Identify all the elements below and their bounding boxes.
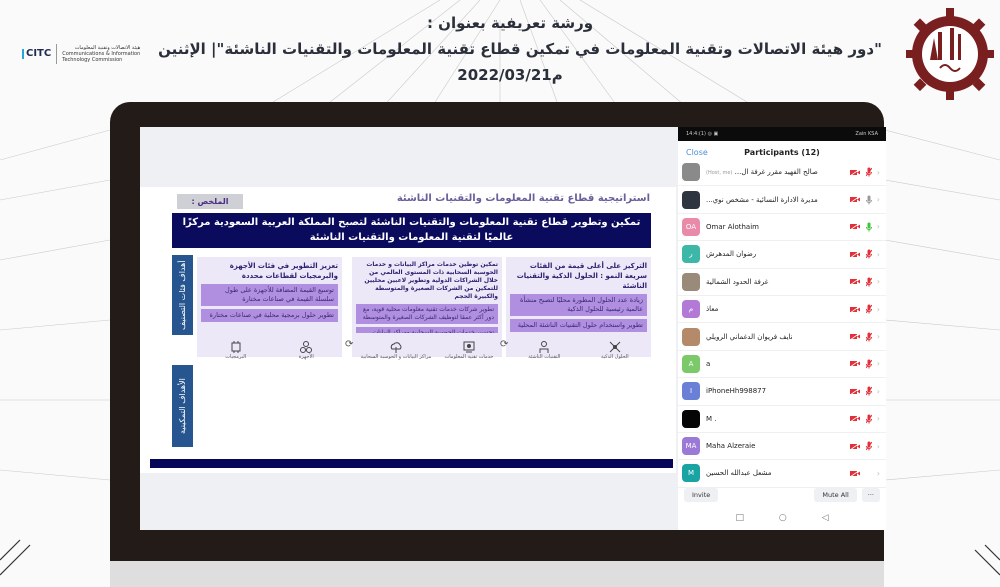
video-off-icon: [850, 415, 860, 422]
citc-text-en2: Technology Commission: [62, 57, 123, 63]
cycle-arrows-icon: ⟳: [500, 339, 509, 350]
strategy-column-smart-solutions: [506, 257, 651, 333]
home-icon[interactable]: ○: [778, 513, 787, 523]
avatar: A: [682, 355, 700, 373]
participant-name: مشعل عبدالله الحسين: [706, 469, 772, 478]
column-item: زيادة عدد الحلول المطورة محليًا لتصبح منشأة عالمية رئيسية للحلول الذكية: [510, 294, 647, 316]
video-off-icon: [850, 196, 860, 203]
mic-muted-icon: [866, 414, 872, 424]
participant-row[interactable]: [678, 323, 886, 350]
participant-row[interactable]: [678, 351, 886, 378]
zoom-meeting-screen: [140, 127, 886, 530]
citc-text-en1: Communications & Information: [62, 51, 141, 57]
participant-row[interactable]: [678, 214, 886, 241]
mic-muted-icon: [866, 249, 872, 259]
avatar: [682, 191, 700, 209]
video-off-icon: [850, 333, 860, 340]
invite-button[interactable]: Invite: [684, 488, 718, 502]
software-icon: [225, 340, 246, 360]
avatar: MA: [682, 437, 700, 455]
avatar: [682, 410, 700, 428]
slide-title: استراتيجية قطاع تقنية المعلومات والتقنيات الناشئة: [396, 193, 650, 204]
participant-name: معاذ: [706, 305, 719, 314]
avatar: I: [682, 382, 700, 400]
close-button[interactable]: Close: [686, 147, 708, 157]
more-options-button[interactable]: ···: [862, 488, 880, 502]
participant-name: M .: [706, 414, 717, 423]
workshop-date: 2022/03/21م: [457, 66, 563, 84]
chevron-right-icon[interactable]: ›: [876, 167, 880, 177]
participant-row[interactable]: [678, 296, 886, 323]
participant-row[interactable]: [678, 269, 886, 296]
column-heading: تعزيز التطوير في فئات الأجهزة والبرمجيات لقطاعات محددة: [229, 262, 338, 280]
slide-footer-bar: [150, 459, 673, 468]
it-services-icon: [445, 340, 494, 360]
avatar: م: [682, 300, 700, 318]
carrier-label: Zain KSA: [855, 131, 878, 137]
chevron-right-icon[interactable]: ›: [876, 441, 880, 451]
icon-row-cloud: [352, 333, 502, 360]
video-off-icon: [850, 360, 860, 367]
participant-name: iPhoneHh998877: [706, 387, 767, 396]
back-icon[interactable]: ◁: [821, 513, 829, 523]
chevron-right-icon[interactable]: ›: [876, 386, 880, 396]
laptop-base: [110, 561, 884, 587]
icon-label: الحلول الذكية: [600, 354, 629, 360]
avatar: [682, 163, 700, 181]
video-off-icon: [850, 278, 860, 285]
strategy-column-cloud: [352, 257, 502, 333]
participant-row[interactable]: [678, 433, 886, 460]
video-off-icon: [850, 223, 860, 230]
workshop-header: [0, 0, 1000, 100]
phone-status-bar: [678, 127, 886, 141]
icon-label: التقنيات الناشئة: [528, 354, 561, 360]
icon-row-hardware: [197, 333, 342, 360]
column-item: توسيع القيمة المضافة للأجهزة على طول سلسلة القيمة في صناعات مختارة: [201, 284, 338, 306]
cycle-arrows-icon: ⟳: [345, 339, 354, 350]
category-goals-tab: أهداف فئات التصنيف: [172, 255, 193, 335]
chevron-right-icon[interactable]: ›: [876, 359, 880, 369]
participants-footer: [678, 485, 886, 505]
mic-muted-icon: [866, 304, 872, 314]
participant-row[interactable]: [678, 378, 886, 405]
icon-label: البرمجيات: [225, 354, 247, 360]
mic-muted-icon: [866, 386, 872, 396]
citc-text-ar: هيئة الاتصالات وتقنية المعلومات: [74, 45, 141, 51]
hardware-icon: [299, 340, 314, 360]
participants-panel: [678, 127, 886, 530]
column-item: تطوير واستخدام حلول التقنيات الناشئة المحلية: [510, 319, 647, 332]
participant-name: رضوان المدهرش: [706, 250, 757, 259]
chevron-right-icon[interactable]: ›: [876, 195, 880, 205]
mic-muted-icon: [866, 332, 872, 342]
shared-slide: [140, 187, 676, 473]
participant-row[interactable]: [678, 241, 886, 268]
participant-row[interactable]: [678, 406, 886, 433]
enabling-goals-tab: الأهداف التمكينية: [172, 365, 193, 447]
video-off-icon: [850, 443, 860, 450]
chevron-right-icon[interactable]: ›: [876, 249, 880, 259]
participant-name: Maha Alzeraie: [706, 442, 756, 451]
column-heading: تمكين توطين خدمات مراكز البيانات و خدمات الحوسبة السحابية ذات المستوى العالمي من خلال الشراكات الدولية وتطوير لاعبين محليين للتمكين من الشركات الصغيرة والمتوسطة والكبيرة الحجم: [364, 261, 498, 300]
participant-row[interactable]: [678, 460, 886, 487]
video-off-icon: [850, 388, 860, 395]
mic-muted-icon: [866, 441, 872, 451]
status-left: ‎14:4:(1) ◎ ▣: [686, 131, 719, 137]
participant-name: نايف فريوان الدغماني الرويلي: [706, 332, 793, 341]
participants-title: Participants (12): [744, 147, 820, 157]
citc-mark: CITC: [22, 49, 51, 59]
chevron-right-icon[interactable]: ›: [876, 414, 880, 424]
citc-text: [62, 45, 140, 63]
participant-name: غرفة الحدود الشمالية: [706, 277, 769, 286]
mic-muted-icon: [866, 359, 872, 369]
recent-apps-icon[interactable]: □: [735, 513, 744, 523]
column-item: تطوير شركات خدمات تقنية معلومات محلية قوية، مع دور أكثر عمقا لتوظيف الشركات الصغيرة والمتوسطة: [356, 304, 498, 324]
workshop-title: "دور هيئة الاتصالات وتقنية المعلومات في تمكين قطاع تقنية المعلومات والتقنيات الناشئة"| الإثنين: [158, 40, 882, 58]
participants-list[interactable]: [678, 159, 886, 488]
participant-row[interactable]: [678, 159, 886, 186]
mic-muted-icon: [866, 277, 872, 287]
participant-name: Omar Alothaim: [706, 222, 759, 231]
avatar: OA: [682, 218, 700, 236]
chevron-right-icon[interactable]: ›: [876, 304, 880, 314]
participant-name: a: [706, 359, 711, 368]
mic-icon: [866, 195, 872, 205]
chevron-right-icon[interactable]: ›: [876, 468, 880, 478]
icon-label: الأجهزة: [298, 354, 314, 360]
summary-tag: الملخص :: [177, 194, 243, 209]
citc-logo: [22, 44, 140, 64]
smart-solutions-icon: [601, 340, 629, 360]
participant-name: صالح الفهيد مقرر غرفة ال... (Host, me): [706, 168, 818, 177]
chevron-right-icon[interactable]: ›: [876, 222, 880, 232]
avatar: [682, 328, 700, 346]
android-nav-bar: [678, 508, 886, 528]
column-heading: التركيز على أعلى قيمة من الفئات سريعة النمو : الحلول الذكية والتقنيات الناشئة: [516, 262, 647, 290]
mute-all-button[interactable]: Mute All: [814, 488, 856, 502]
cloud-datacenter-icon: [361, 340, 432, 360]
participant-name: مديرة الادارة النسائية - مشخص نوي...: [706, 195, 818, 204]
icon-row-smart: [506, 333, 651, 360]
vision-banner: تمكين وتطوير قطاع تقنية المعلومات والتقنيات الناشئة لتصبح المملكة العربية السعودية مركزًا عالميًا لتقنية المعلومات والتقنيات الناشئة: [172, 213, 651, 248]
chevron-right-icon[interactable]: ›: [876, 332, 880, 342]
video-off-icon: [850, 306, 860, 313]
university-logo-icon: [900, 2, 1000, 107]
mic-muted-icon: [866, 167, 872, 177]
avatar: ر: [682, 245, 700, 263]
emerging-tech-icon: [528, 340, 560, 360]
workshop-label: ورشة تعريفية بعنوان :: [426, 14, 594, 32]
avatar: M: [682, 464, 700, 482]
column-item: تطوير حلول برمجية محلية في صناعات مختارة: [201, 309, 338, 322]
video-off-icon: [850, 169, 860, 176]
video-off-icon: [850, 470, 860, 477]
avatar: [682, 273, 700, 291]
mic-icon: [866, 222, 872, 232]
video-off-icon: [850, 251, 860, 258]
participant-row[interactable]: [678, 186, 886, 213]
icon-label: مراكز البيانات و الحوسبة السحابية: [360, 354, 432, 360]
icon-label: خدمات تقنية المعلومات: [444, 354, 494, 360]
chevron-right-icon[interactable]: ›: [876, 277, 880, 287]
strategy-column-hardware-software: [197, 257, 342, 333]
logo-divider: [56, 44, 57, 64]
